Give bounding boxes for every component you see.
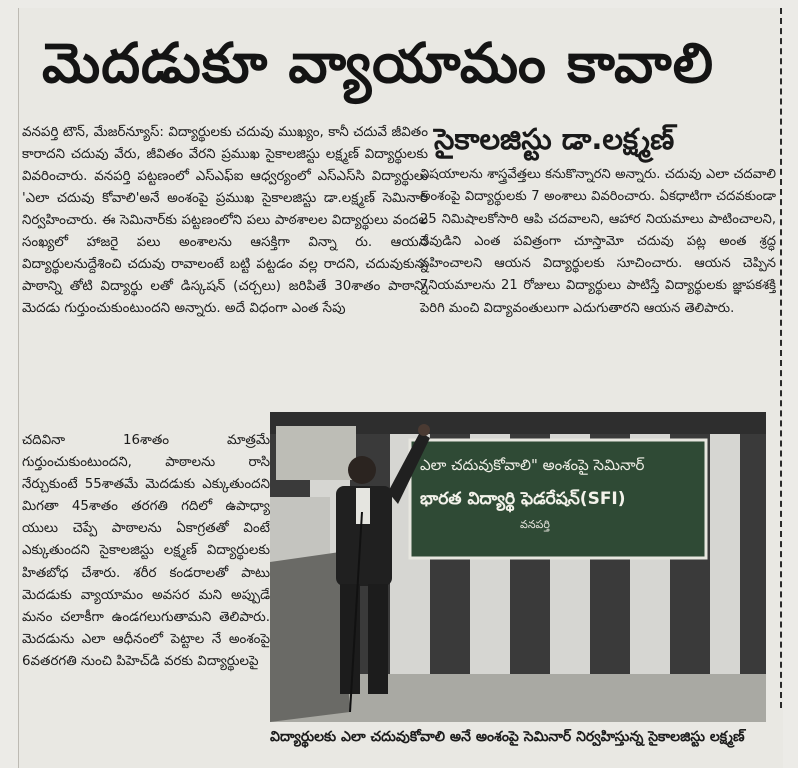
article-paragraph: విషయాలను శాస్త్రవేత్తలు కనుకొన్నారని అన్నారు. చదువు ఎలా చదవాలి అంశంపై విద్యార్థులకు 7 అంశాలు వివరించారు. ఏకధాటిగా చదవకుండా 25 నిమిషాలకోసారి ఆపి చదవాలని, ఆహార నియమాలు పాటించాలని, దేవుడిని ఎంత పవిత్రంగా చూస్తామో చదువు పట్ల అంత శ్రద్ధ వహించాలని ఆయన విద్యార్థులకు సూచించారు. ఆయన చెప్పిన 7నియమాలను 21 రోజులు విద్యార్థులు పాటిస్తే విద్యార్థులకు జ్ఞాపకశక్తి పెరిగి మంచి విద్యావంతులుగా ఎదుగుతారని ఆయన తెలిపారు. [420, 167, 776, 316]
article-column-left-narrow [22, 430, 270, 673]
article-column-right [420, 164, 776, 320]
article-paragraph: వనపర్తి టౌన్, మేజర్‌న్యూస్: విద్యార్థులకు చదువు ముఖ్యం, కానీ చదువే జీవితం కారాదని చదువు వేరు, జీవితం వేరని ప్రముఖ సైకాలజిస్టు లక్ష్మణ్ విద్యార్థులకు వివరించారు. వనపర్తి పట్టణంలో ఎస్‌ఎఫ్‌ఐ ఆధ్వర్యంలో ఎస్‌ఎస్‌సి విద్యార్థులు 'ఎలా చదువు కోవాలి'అనే అంశంపై ప్రముఖ సైకాలజిస్టు డా.లక్ష్మణ్ సెమినార్ నిర్వహించారు. ఈ సెమినార్‌కు పట్టణంలోని పలు పాఠశాలల విద్యార్థులు వందల సంఖ్యలో హాజరై పలు అంశాలను ఆసక్తిగా విన్నా రు. ఆయన విద్యార్థులనుద్దేశించి చదువు రావాలంటే బట్టి పట్టడం వల్ల రాదని, చదువుకున్న పాఠాన్ని తోటి విద్యార్థు లతో డిస్కషన్ (చర్చలు) జరిపితే 30శాతం పాఠాన్ని మెదడు గుర్తుంచుకుంటుందని అన్నారు. అదే విధంగా ఎంత సేపు [22, 125, 428, 316]
banner-title: ఎలా చదువుకోవాలి" అంశంపై సెమినార్ [420, 456, 645, 474]
photo-caption: విద్యార్థులకు ఎలా చదువుకోవాలి అనే అంశంపై సెమినార్ నిర్వహిస్తున్న సైకాలజిస్టు లక్ష్మణ్ [270, 729, 745, 745]
cut-line [780, 8, 782, 708]
article-column-left [22, 122, 428, 320]
seminar-photo [270, 412, 766, 722]
photo-illustration [270, 412, 766, 722]
subheadline: సైకాలజిస్టు డా.లక్ష్మణ్ [434, 122, 675, 156]
banner-org: భారత విద్యార్థి ఫెడరేషన్(SFI) [420, 489, 626, 509]
headline: మెదడుకూ వ్యాయామం కావాలి [42, 31, 715, 95]
banner-place: వనపర్తి [520, 518, 550, 531]
article-paragraph: చదివినా 16శాతం మాత్రమే గుర్తుంచుకుంటుందని, పాఠాలను రాసి నేర్చుకుంటే 55శాతమే మెదడుకు ఎక్కుతుందని మిగతా 45శాతం తరగతి గదిలో ఉపాధ్యా యులు చెప్పే పాఠాలను ఏకాగ్రతతో వింటే ఎక్కుతుందని సైకాలజిస్టు లక్ష్మణ్ విద్యార్థులకు హితబోధ చేశారు. శరీర కండరాలతో పాటు మెదడుకు వ్యాయామం అవసర మని అప్పుడే మనం చలాకీగా ఉండగలుగుతామని తెలిపారు. మెదడును ఎలా ఆధీనంలో పెట్టాల నే అంశంపై 6వతరగతి నుంచి పిహెచ్‌డి వరకు విద్యార్థులపై [22, 433, 270, 669]
